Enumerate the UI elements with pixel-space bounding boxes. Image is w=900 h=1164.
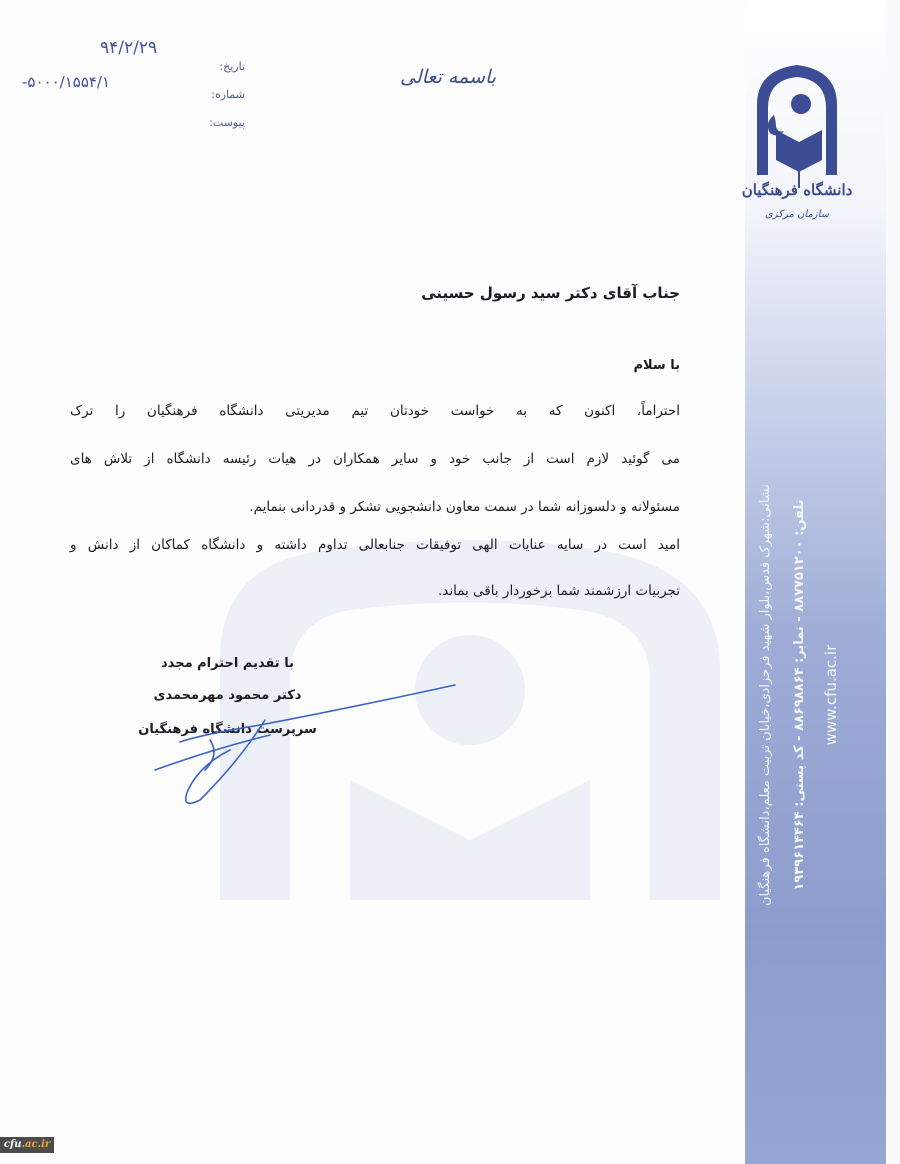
closing: با تقدیم احترام مجدد <box>161 656 294 671</box>
attachment-label: پیوست: <box>209 116 245 129</box>
source-badge <box>0 1137 54 1153</box>
university-logo-icon <box>752 50 842 200</box>
body-line: احتراماً، اکنون که به خواست خودتان تیم مدیریتی دانشگاه فرهنگیان را ترک <box>70 403 680 419</box>
sidebar-contact: تلفن: ۸۸۷۷۵۱۲۰۰ - نمابر: ۸۸۶۹۸۸۶۴ - کد پستی: ۱۹۳۹۶۱۴۴۶۴ <box>792 499 807 891</box>
body-line: تجربیات ارزشمند شما برخوردار باقی بماند. <box>437 583 680 599</box>
handwritten-signature-icon <box>140 680 470 810</box>
sidebar-address: نشانی:شهرک قدس،بلوار شهید فرحزادی،خیابان تربیت معلم،دانشگاه فرهنگیان <box>758 484 773 906</box>
date-label: تاریخ: <box>219 60 245 73</box>
signer-name: دکتر محمود مهرمحمدی <box>153 688 302 703</box>
greeting: با سلام <box>633 358 680 373</box>
body-line: مسئولانه و دلسوزانه شما در سمت معاون دانشجویی تشکر و قدردانی بنمایم. <box>249 499 680 515</box>
number-label: شماره: <box>211 88 245 101</box>
recipient: جناب آقای دکتر سید رسول حسینی <box>421 284 680 302</box>
org-subtitle: سازمان مرکزی <box>764 209 830 220</box>
org-name: دانشگاه فرهنگیان <box>741 181 853 199</box>
body-line: می گوئید لازم است از جانب خود و سایر همکاران در هیات رئیسه دانشگاه از تلاش های <box>70 451 680 467</box>
badge-suffix: .ac.ir <box>21 1139 51 1150</box>
number-value: ۵۰۰۰/۱۵۵۴/۱- <box>22 73 111 91</box>
page-edge <box>886 0 900 1164</box>
badge-prefix: cfu <box>3 1139 22 1150</box>
signer-title: سرپرست دانشگاه فرهنگیان <box>138 722 317 737</box>
body-line: امید است در سایه عنایات الهی توفیقات جنابعالی تداوم داشته و دانشگاه کماکان از دانش و <box>70 537 680 553</box>
invocation: باسمه تعالی <box>400 66 497 88</box>
date-value: ۹۴/۲/۲۹ <box>100 38 158 58</box>
sidebar-website[interactable]: www.cfu.ac.ir <box>822 644 840 746</box>
